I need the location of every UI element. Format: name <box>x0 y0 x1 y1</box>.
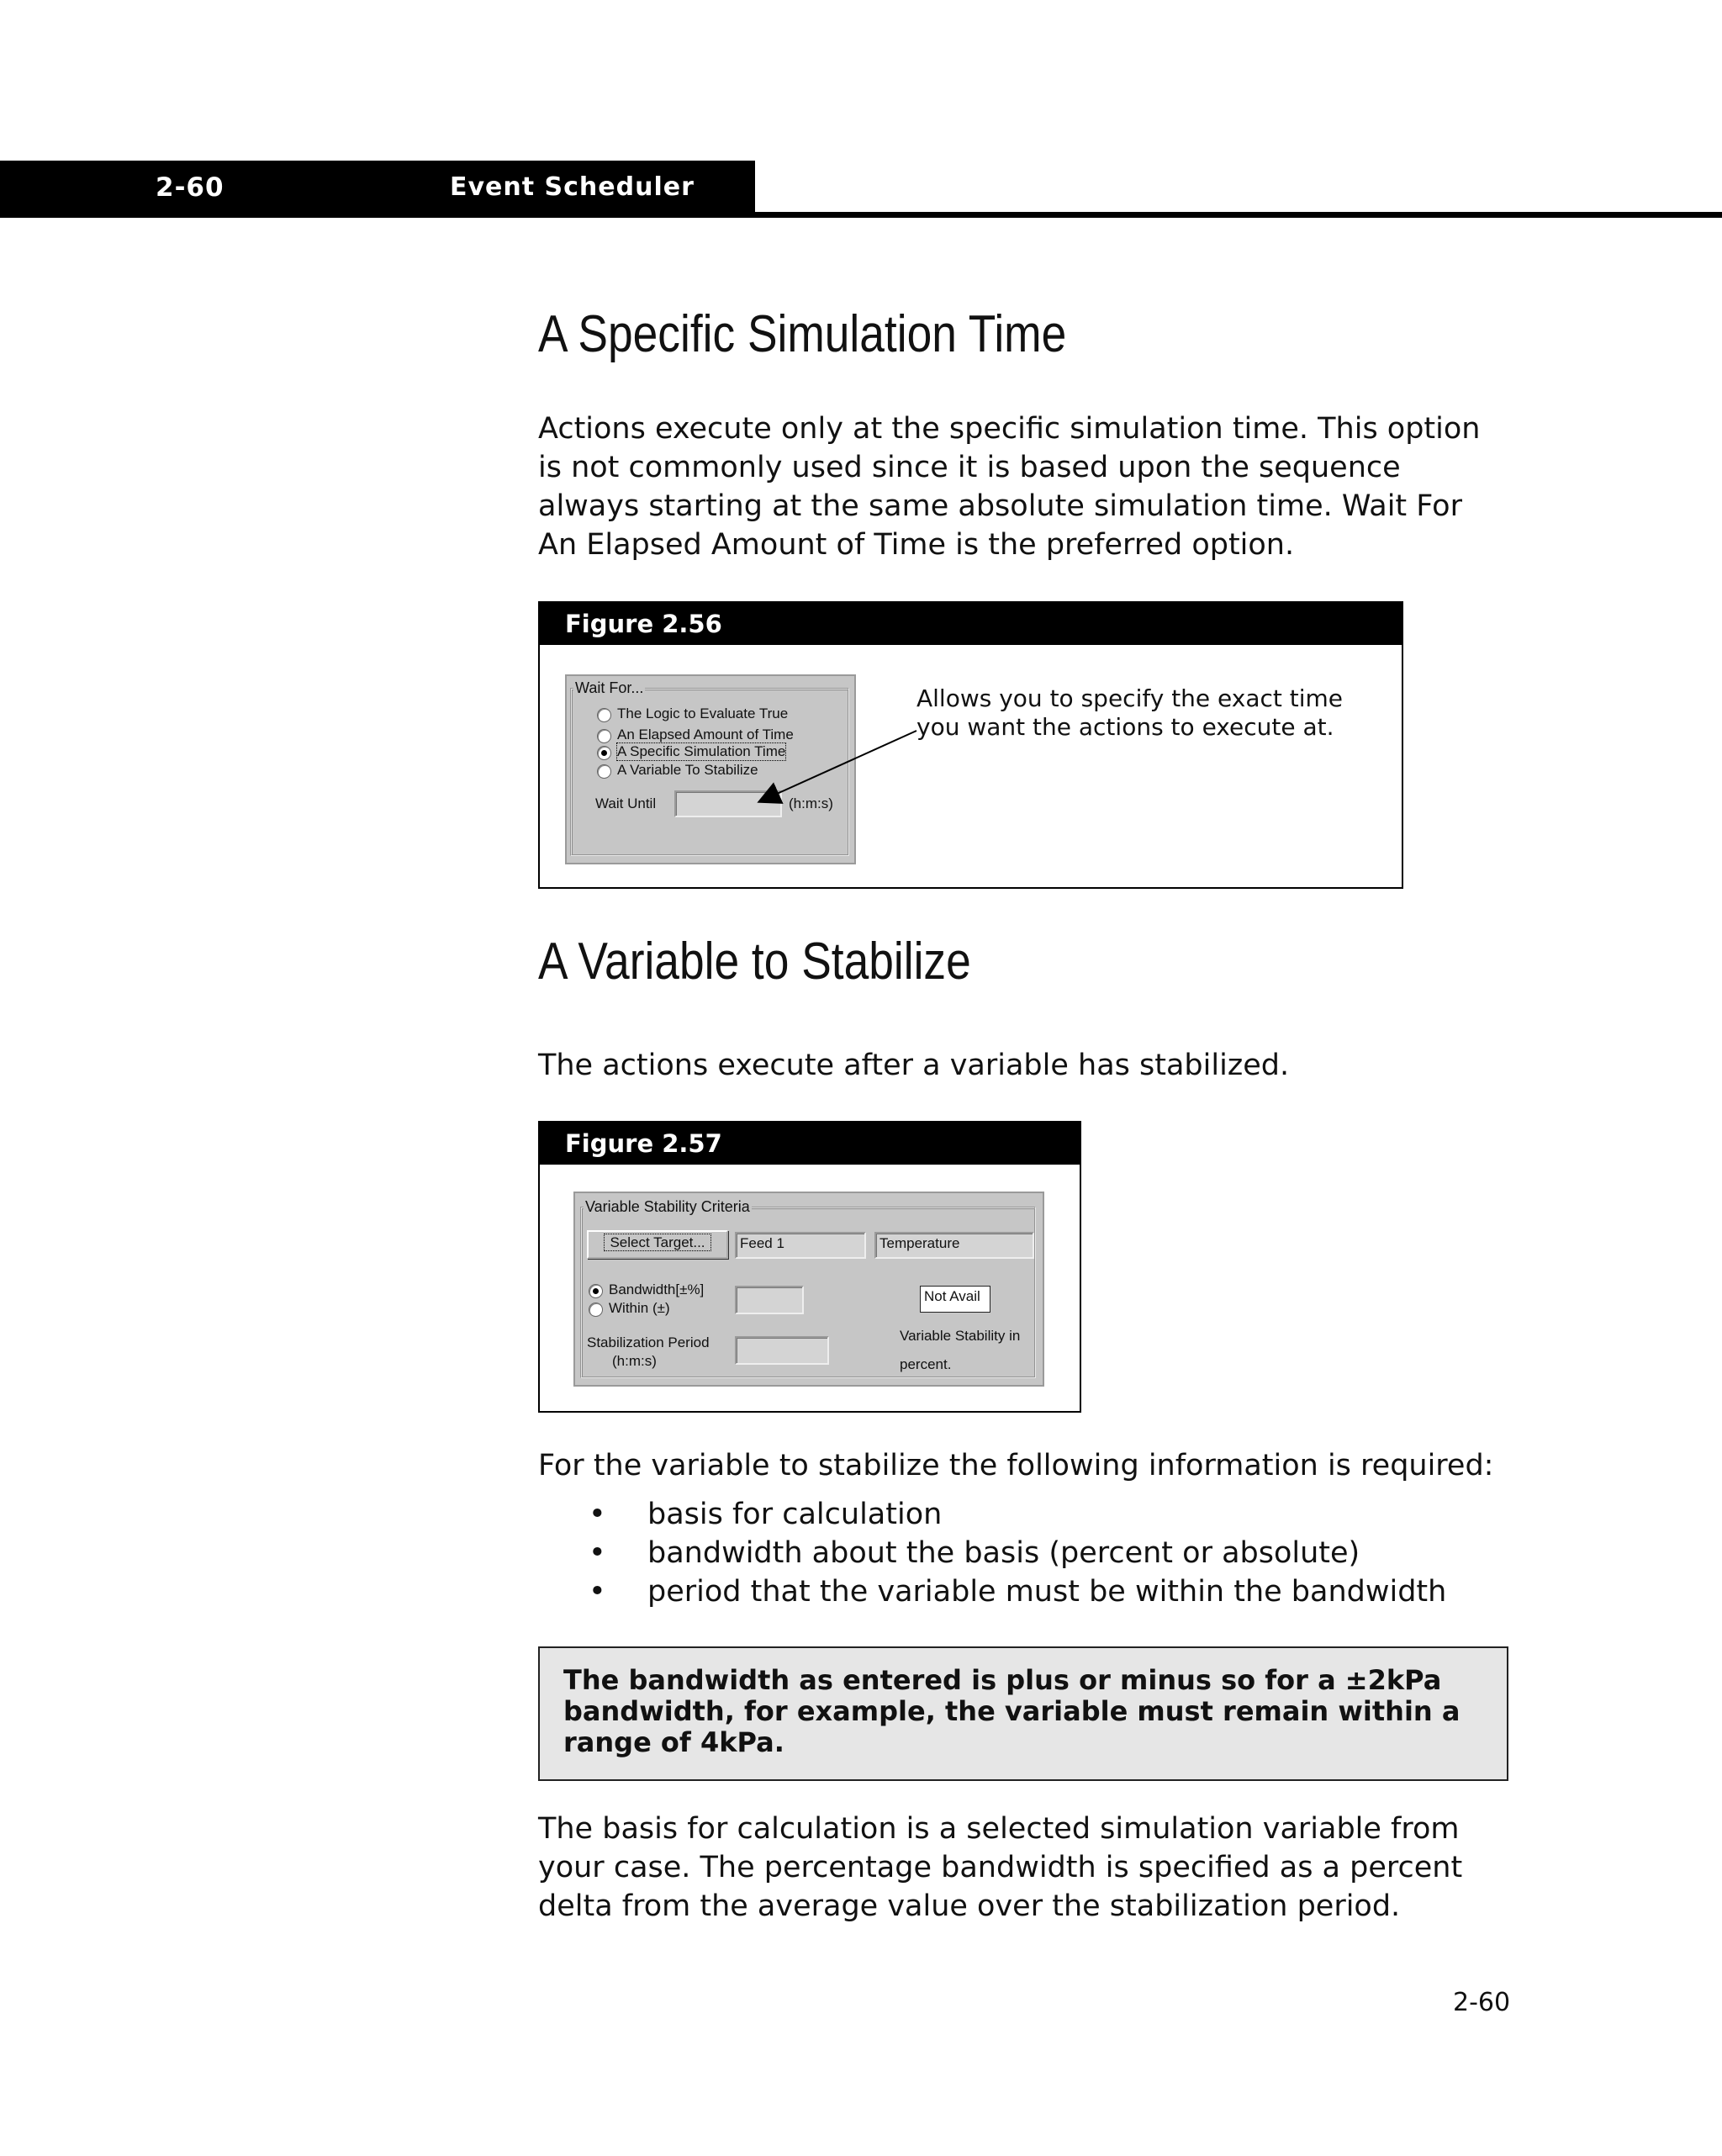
stabilization-period-input[interactable] <box>735 1336 829 1365</box>
wait-for-group-label: Wait For... <box>575 679 644 696</box>
figure-2-57 <box>538 1121 1081 1413</box>
variable-stability-dialog <box>573 1192 1044 1387</box>
section-title-variable-stabilize: A Variable to Stabilize <box>538 933 971 991</box>
note-line: bandwidth, for example, the variable must remain within a <box>563 1695 1461 1727</box>
figure-label: Figure 2.56 <box>540 603 1402 645</box>
para-line: delta from the average value over the stabilization period. <box>538 1889 1401 1923</box>
not-avail-field: Not Avail <box>920 1286 990 1313</box>
bandwidth-label: Bandwidth[±%] <box>609 1281 705 1297</box>
figure-label: Figure 2.57 <box>540 1123 1080 1165</box>
section-title-specific-time: A Specific Simulation Time <box>538 305 1067 363</box>
para-line: your case. The percentage bandwidth is specified as a percent <box>538 1851 1463 1884</box>
para-line: Actions execute only at the specific simulation time. This option <box>538 412 1481 446</box>
note-line: The bandwidth as entered is plus or minus so for a ±2kPa <box>563 1664 1442 1696</box>
requirements-intro: For the variable to stabilize the following information is required: <box>538 1449 1494 1482</box>
bandwidth-input[interactable] <box>735 1286 804 1314</box>
page-header-bar <box>0 161 755 218</box>
select-target-button[interactable]: Select Target... <box>587 1230 728 1259</box>
bullet-mark: • <box>589 1575 606 1609</box>
option-variable-label: A Variable To Stabilize <box>617 762 758 778</box>
bullet-mark: • <box>589 1536 606 1570</box>
stabilization-period-label: Stabilization Period <box>587 1334 710 1350</box>
stability-criteria-label: Variable Stability Criteria <box>585 1198 750 1215</box>
units-label: (h:m:s) <box>789 795 833 811</box>
option-logic-label: The Logic to Evaluate True <box>617 705 789 721</box>
bullet-mark: • <box>589 1498 606 1531</box>
section2-paragraph: The actions execute after a variable has stabilized. <box>538 1049 1290 1082</box>
option-specific-time-label: A Specific Simulation Time <box>617 743 786 759</box>
note-line: range of 4kPa. <box>563 1726 784 1758</box>
figure-2-56 <box>538 601 1403 889</box>
radio-bandwidth[interactable] <box>589 1284 603 1298</box>
stabilization-period-units: (h:m:s) <box>612 1353 657 1369</box>
bullet-item: period that the variable must be within the bandwidth <box>647 1575 1447 1609</box>
para-line: always starting at the same absolute simulation time. Wait For <box>538 489 1462 523</box>
header-page-number: 2-60 <box>156 172 224 203</box>
option-elapsed-label: An Elapsed Amount of Time <box>617 727 794 742</box>
header-chapter-title: Event Scheduler <box>450 172 695 202</box>
bullet-item: bandwidth about the basis (percent or absolute) <box>647 1536 1360 1570</box>
header-rule <box>755 212 1722 218</box>
within-label: Within (±) <box>609 1300 670 1316</box>
callout-line: Allows you to specify the exact time <box>916 684 1344 712</box>
footer-page-number: 2-60 <box>1453 1988 1511 2017</box>
bullet-item: basis for calculation <box>647 1498 943 1531</box>
para-line: The basis for calculation is a selected simulation variable from <box>538 1812 1460 1846</box>
radio-within[interactable] <box>589 1303 603 1317</box>
callout-line: you want the actions to execute at. <box>916 713 1334 741</box>
stability-note-line1: Variable Stability in <box>900 1328 1021 1344</box>
note-box <box>538 1646 1508 1781</box>
stability-note-line2: percent. <box>900 1356 952 1372</box>
wait-until-label: Wait Until <box>595 795 657 811</box>
para-line: An Elapsed Amount of Time is the preferred option. <box>538 528 1295 562</box>
target-object-field[interactable]: Feed 1 <box>735 1232 866 1259</box>
closing-paragraph <box>538 1810 1513 1926</box>
callout-arrow <box>540 603 1402 887</box>
target-variable-field[interactable]: Temperature <box>874 1232 1034 1259</box>
section1-paragraph <box>538 410 1513 564</box>
para-line: is not commonly used since it is based upon the sequence <box>538 451 1401 484</box>
